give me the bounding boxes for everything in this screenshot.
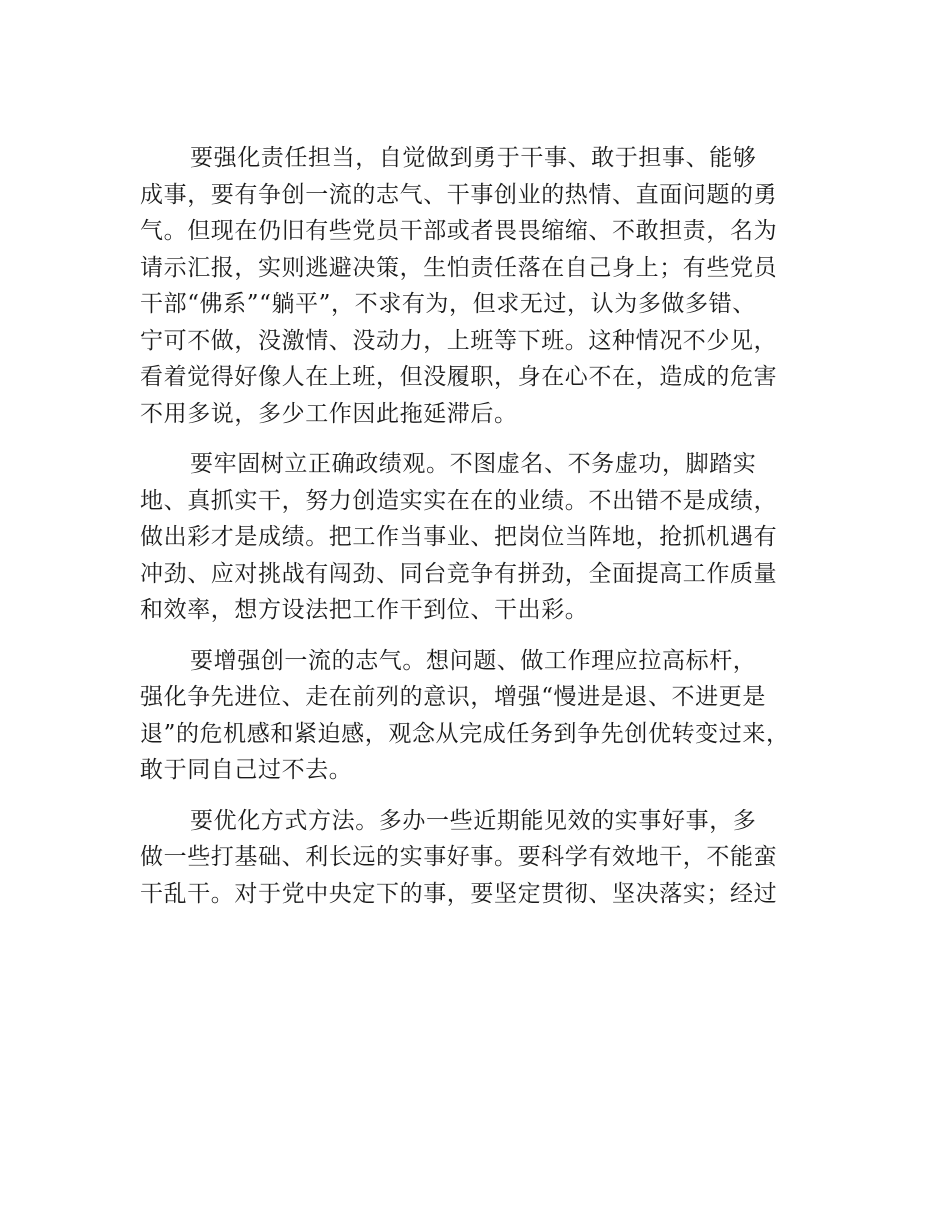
text-line: 做一些打基础、利长远的实事好事。要科学有效地干，不能蛮 bbox=[140, 844, 778, 870]
text-line: 做出彩才是成绩。把工作当事业、把岗位当阵地，抢抓机遇有 bbox=[140, 524, 778, 550]
paragraph-performance-view bbox=[140, 446, 840, 629]
document-body bbox=[140, 140, 840, 926]
text-line: 不用多说，多少工作因此拖延滞后。 bbox=[140, 400, 518, 427]
text-line: 敢于同自己过不去。 bbox=[140, 757, 353, 783]
text-line: 看着觉得好像人在上班，但没履职，身在心不在，造成的危害 bbox=[140, 364, 778, 390]
text-line: 宁可不做，没激情、没动力，上班等下班。这种情况不少见， bbox=[140, 327, 778, 354]
text-line: 干乱干。对于党中央定下的事，要坚定贯彻、坚决落实；经过 bbox=[140, 880, 778, 907]
text-line: 和效率，想方设法把工作干到位、干出彩。 bbox=[140, 597, 589, 623]
text-line: 要牢固树立正确政绩观。不图虚名、不务虚功，脚踏实 bbox=[190, 451, 757, 477]
text-line: 成事，要有争创一流的志气、干事创业的热情、直面问题的勇 bbox=[140, 181, 778, 208]
text-line: 要强化责任担当，自觉做到勇于干事、敢于担事、能够 bbox=[190, 145, 757, 171]
text-line: 地、真抓实干，努力创造实实在在的业绩。不出错不是成绩， bbox=[140, 487, 778, 514]
text-line: 干部“佛系”“躺平”，不求有为，但求无过，认为多做多错、 bbox=[140, 291, 756, 317]
text-line: 冲劲、应对挑战有闯劲、同台竞争有拼劲，全面提高工作质量 bbox=[140, 560, 778, 587]
paragraph-methods bbox=[140, 803, 840, 913]
text-line: 要优化方式方法。多办一些近期能见效的实事好事，多 bbox=[190, 807, 757, 834]
text-line: 气。但现在仍旧有些党员干部或者畏畏缩缩、不敢担责，名为 bbox=[140, 218, 778, 244]
text-line: 请示汇报，实则逃避决策，生怕责任落在自己身上；有些党员 bbox=[140, 254, 778, 281]
text-line: 退”的危机感和紧迫感，观念从完成任务到争先创优转变过来， bbox=[140, 720, 790, 747]
paragraph-ambition bbox=[140, 643, 840, 789]
text-line: 强化争先进位、走在前列的意识，增强“慢进是退、不进更是 bbox=[140, 684, 766, 710]
paragraph-responsibility bbox=[140, 140, 840, 432]
text-line: 要增强创一流的志气。想问题、做工作理应拉高标杆， bbox=[190, 647, 757, 674]
